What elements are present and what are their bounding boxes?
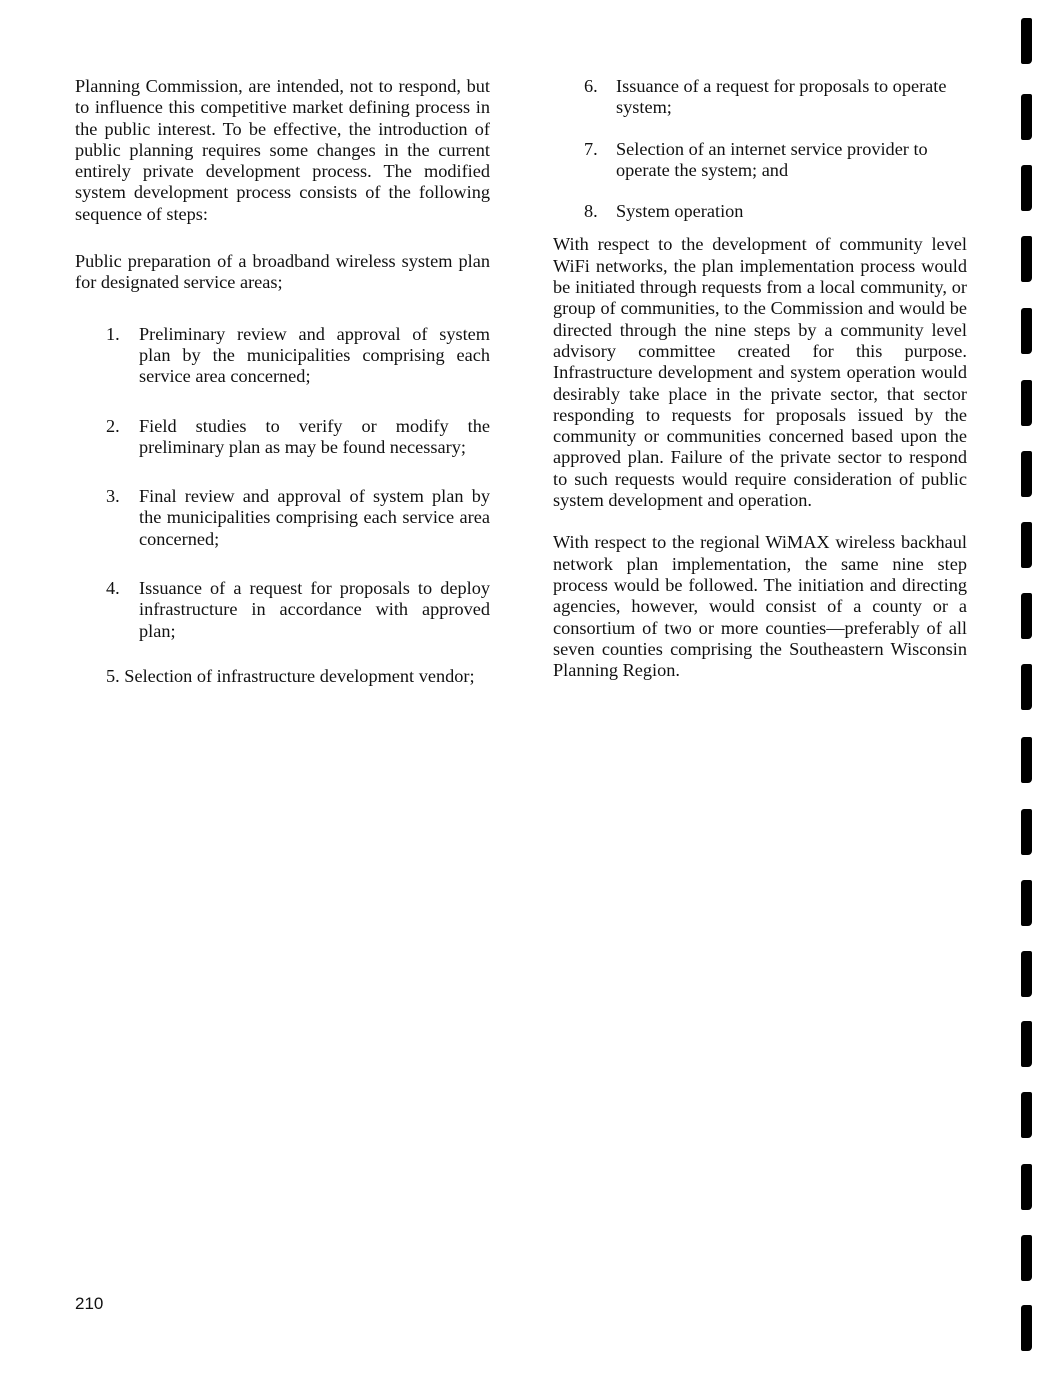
left-column xyxy=(75,76,490,687)
public-preparation-step: Public preparation of a broadband wireless system plan for designated service areas; xyxy=(75,251,490,293)
binding-hole-decoration xyxy=(1021,308,1032,354)
binding-hole-decoration xyxy=(1021,951,1032,997)
binding-hole-decoration xyxy=(1021,380,1032,426)
list-item xyxy=(75,416,490,459)
list-text: Final review and approval of system plan by the municipalities comprising each service area concerned; xyxy=(139,486,490,549)
list-text: Preliminary review and approval of system plan by the municipalities comprising each service area concerned; xyxy=(139,323,490,387)
list-item xyxy=(553,201,967,222)
list-text: Selection of an internet service provider to operate the system; and xyxy=(616,138,928,180)
list-number: 6. xyxy=(584,76,598,96)
binding-hole-decoration xyxy=(1021,593,1032,639)
binding-hole-decoration xyxy=(1021,18,1032,64)
binding-hole-decoration xyxy=(1021,94,1032,140)
binding-hole-decoration xyxy=(1021,664,1032,710)
binding-hole-decoration xyxy=(1021,165,1032,211)
list-text: Field studies to verify or modify the preliminary plan as may be found necessary; xyxy=(139,415,490,457)
binding-hole-decoration xyxy=(1021,1164,1032,1210)
binding-holes xyxy=(1017,0,1057,1379)
binding-hole-decoration xyxy=(1021,737,1032,783)
list-text: Issuance of a request for proposals to deploy infrastructure in accordance with approved plan; xyxy=(139,578,490,641)
list-item xyxy=(553,76,967,119)
list-number: 3. xyxy=(106,486,120,507)
intro-paragraph: Planning Commission, are intended, not to respond, but to influence this competitive market defining process in the public interest. To be effective, the introduction of public planning requires some changes in the current entirely private development process. The modified system development process consists of the following sequence of steps: xyxy=(75,76,490,224)
binding-hole-decoration xyxy=(1021,880,1032,926)
list-number: 8. xyxy=(584,201,598,222)
binding-hole-decoration xyxy=(1021,809,1032,855)
list-item xyxy=(75,324,490,388)
right-column xyxy=(553,76,967,681)
binding-hole-decoration xyxy=(1021,236,1032,282)
step-5: 5. Selection of infrastructure development vendor; xyxy=(106,665,475,686)
list-text: Issuance of a request for proposals to operate system; xyxy=(616,76,947,118)
list-number: 4. xyxy=(106,578,120,599)
binding-hole-decoration xyxy=(1021,1021,1032,1067)
binding-hole-decoration xyxy=(1021,451,1032,497)
wimax-paragraph: With respect to the regional WiMAX wireless backhaul network plan implementation, the same nine step process would be followed. The initiation and directing agencies, however, would consist of a county or a consortium of two or more counties—preferably of all seven counties comprising the Southeastern Wisconsin Planning Region. xyxy=(553,532,967,681)
list-number: 1. xyxy=(106,323,120,344)
list-number: 2. xyxy=(106,415,120,436)
list-item xyxy=(75,486,490,550)
binding-hole-decoration xyxy=(1021,1305,1032,1351)
page-number: 210 xyxy=(75,1294,104,1313)
list-item xyxy=(553,139,967,182)
list-text: System operation xyxy=(616,201,744,222)
list-number: 7. xyxy=(584,138,598,159)
list-item xyxy=(75,578,490,642)
wifi-paragraph: With respect to the development of community level WiFi networks, the plan implementation process would be initiated through requests from a local community, or group of communities, to the Commission and would be directed through the nine steps by a community level advisory committee created for this purpose. Infrastructure development and system operation would desirably take place in the private sector, that sector responding to requests for proposals issued by the community or communities concerned based upon the approved plan. Failure of the private sector to respond to such requests would require consideration of public system development and operation. xyxy=(553,234,967,511)
binding-hole-decoration xyxy=(1021,1235,1032,1281)
binding-hole-decoration xyxy=(1021,522,1032,568)
binding-hole-decoration xyxy=(1021,1092,1032,1138)
